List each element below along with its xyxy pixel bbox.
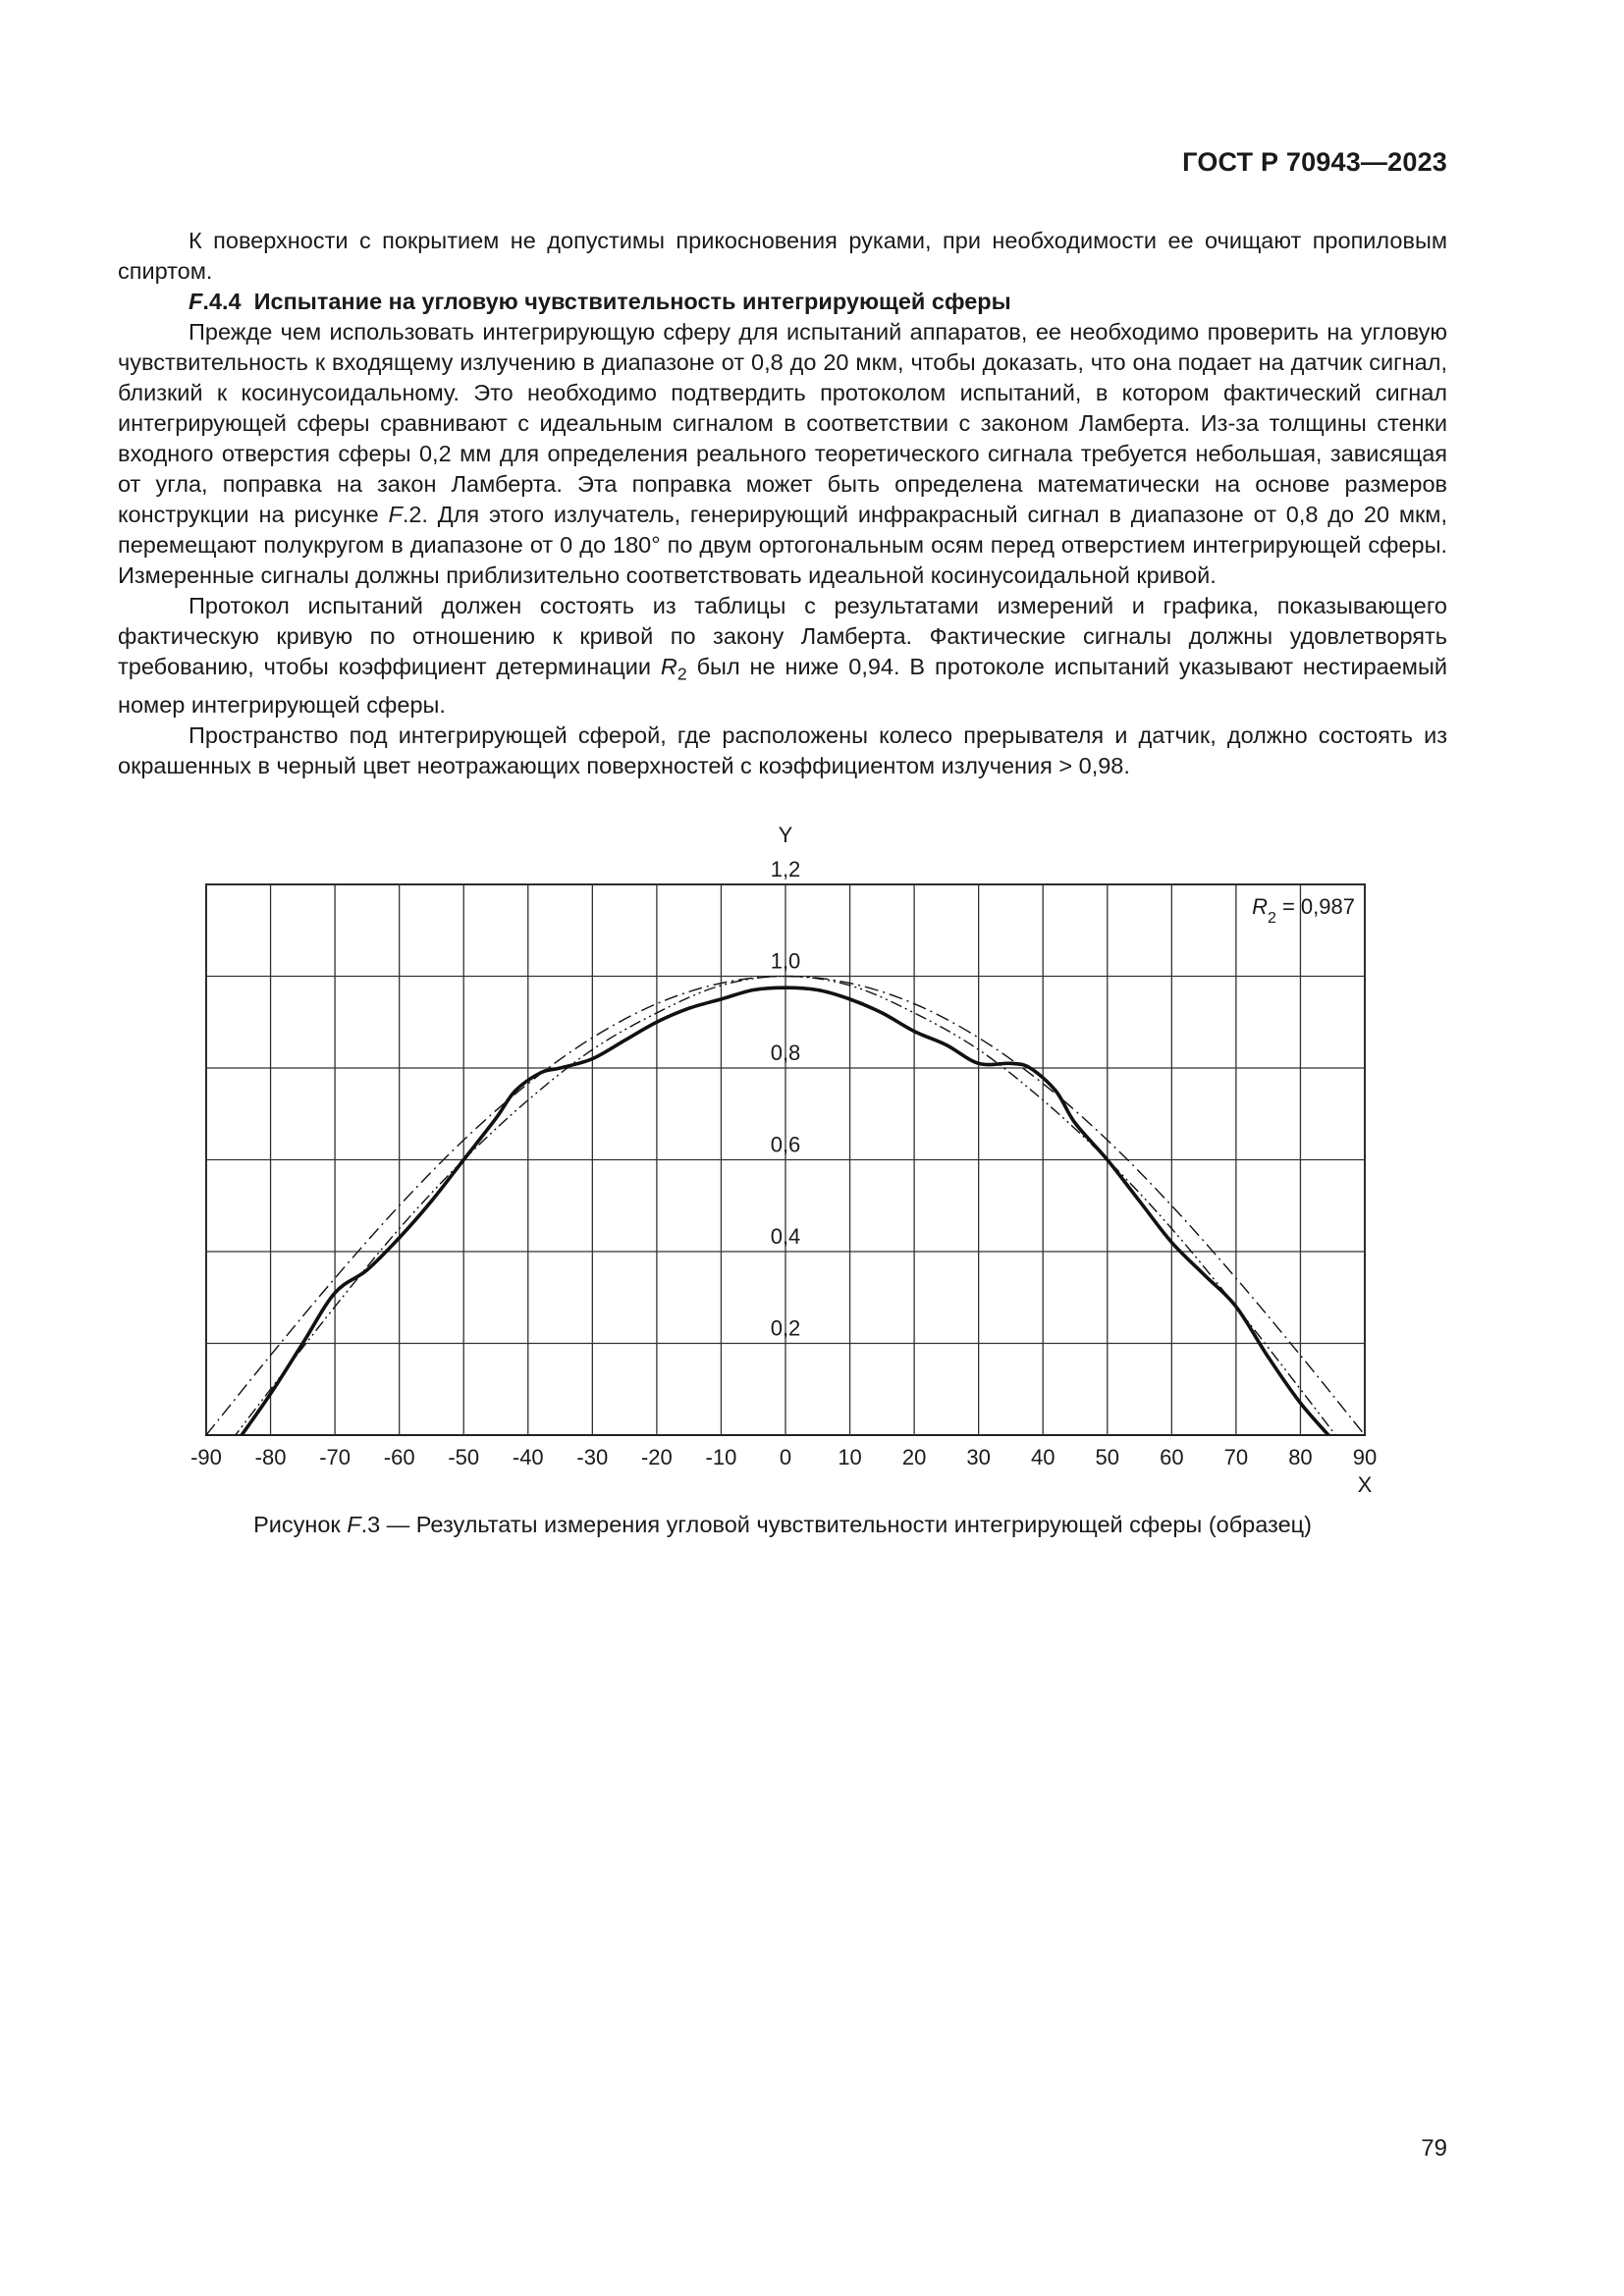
angular-sensitivity-chart xyxy=(147,815,1394,1502)
r2-annotation xyxy=(1252,894,1355,927)
x-tick-label: 80 xyxy=(1288,1445,1313,1469)
paragraph-text: Протокол испытаний должен состоять из таблицы с результатами измерений и графика, показывающего фактическую кривую по отношению к кривой по закону Ламберта. Фактические сигналы должны удовлетворять требованию, чтобы коэффициент детерминации xyxy=(118,593,1447,679)
x-tick-label: 50 xyxy=(1095,1445,1120,1469)
caption-text: .3 — Результаты измерения угловой чувствительности интегрирующей сферы (образец) xyxy=(360,1512,1312,1537)
x-tick-labels xyxy=(190,1445,1377,1469)
paragraph-angular-test xyxy=(118,317,1447,591)
y-tick-label: 0,2 xyxy=(770,1315,801,1341)
heading-number: .4.4 xyxy=(202,289,242,314)
y-tick-label: 0,4 xyxy=(770,1224,801,1249)
x-tick-label: -80 xyxy=(254,1445,287,1469)
y-tick-label: 0,8 xyxy=(770,1041,801,1065)
paragraph-protocol xyxy=(118,591,1447,721)
x-tick-label: -70 xyxy=(319,1445,352,1469)
y-axis-label: Y xyxy=(778,823,793,847)
page-number: 79 xyxy=(1421,2135,1447,2162)
caption-letter: F xyxy=(347,1512,361,1537)
x-tick-label: 60 xyxy=(1160,1445,1184,1469)
x-tick-label: -50 xyxy=(448,1445,480,1469)
paragraph-text: был не ниже 0,94. В протоколе испытаний указывают нестираемый номер интегрирующей сферы. xyxy=(118,654,1447,718)
figure-caption xyxy=(118,1512,1447,1538)
paragraph-space: Пространство под интегрирующей сферой, где расположены колесо прерывателя и датчик, должно состоять из окрашенных в черный цвет неотражающих поверхностей с коэффициентом излучения > 0,98. xyxy=(118,721,1447,778)
paragraph-cleaning: К поверхности с покрытием не допустимы прикосновения руками, при необходимости ее очищают пропиловым спиртом. xyxy=(118,228,1447,284)
x-tick-label: -60 xyxy=(383,1445,415,1469)
x-tick-label: 30 xyxy=(966,1445,991,1469)
heading-letter: F xyxy=(189,289,203,314)
y-tick-label: 1,0 xyxy=(770,948,801,974)
r2-subscript: 2 xyxy=(1267,909,1276,927)
x-tick-label: 90 xyxy=(1352,1445,1378,1469)
x-tick-label: -20 xyxy=(640,1445,673,1469)
paragraph-text: Прежде чем использовать интегрирующую сферу для испытаний аппаратов, ее необходимо проверить на угловую чувствительность к входящему излучению в диапазоне от 0,8 до 20 мкм, чтобы доказать, что она подает на датчик сигнал, близкий к косинусоидальному. Это необходимо подтвердить протоколом испытаний, в котором фактический сигнал интегрирующей сферы сравнивают с идеальным сигналом в соответствии с законом Ламберта. Из-за толщины стенки входного отверстия сферы 0,2 мм для определения реального теоретического сигнала требуется небольшая, зависящая от угла, поправка на закон Ламберта. Эта поправка может быть определена математически на основе размеров конструкции на рисунке xyxy=(118,319,1447,527)
x-tick-label: -10 xyxy=(705,1445,737,1469)
r-symbol: R xyxy=(660,654,677,679)
x-tick-label: 70 xyxy=(1223,1445,1249,1469)
figure-chart xyxy=(147,815,1394,1502)
figure-ref-number: .2 xyxy=(402,502,422,527)
x-tick-label: -40 xyxy=(512,1445,544,1469)
paragraph-text: . Для этого излучатель, генерирующий инфракрасный сигнал в диапазоне от 0,8 до 20 мкм, перемещают полукругом в диапазоне от 0 до 180° по двум ортогональным осям перед отверстием интегрирующей сферы. Измеренные сигналы должны приблизительно соответствовать идеальной косинусоидальной кривой. xyxy=(118,502,1447,588)
document-id: ГОСТ Р 70943—2023 xyxy=(1182,147,1447,177)
r2-symbol: R xyxy=(1252,894,1268,919)
x-axis-label: X xyxy=(1357,1472,1373,1497)
x-tick-label: 0 xyxy=(779,1445,792,1469)
caption-prefix: Рисунок xyxy=(253,1512,348,1537)
figure-ref-letter: F xyxy=(388,502,403,527)
body-text xyxy=(118,226,1447,781)
section-heading xyxy=(118,287,1447,317)
r-subscript: 2 xyxy=(677,664,687,684)
y-tick-label: 1,2 xyxy=(770,857,801,881)
x-tick-label: 10 xyxy=(838,1445,862,1469)
y-tick-label: 0,6 xyxy=(770,1132,801,1157)
r2-value: = 0,987 xyxy=(1275,894,1355,919)
x-tick-label: -90 xyxy=(190,1445,222,1469)
x-tick-label: 40 xyxy=(1030,1445,1056,1469)
x-tick-label: 20 xyxy=(901,1445,927,1469)
x-tick-label: -30 xyxy=(576,1445,609,1469)
heading-title: Испытание на угловую чувствительность интегрирующей сферы xyxy=(253,289,1011,314)
